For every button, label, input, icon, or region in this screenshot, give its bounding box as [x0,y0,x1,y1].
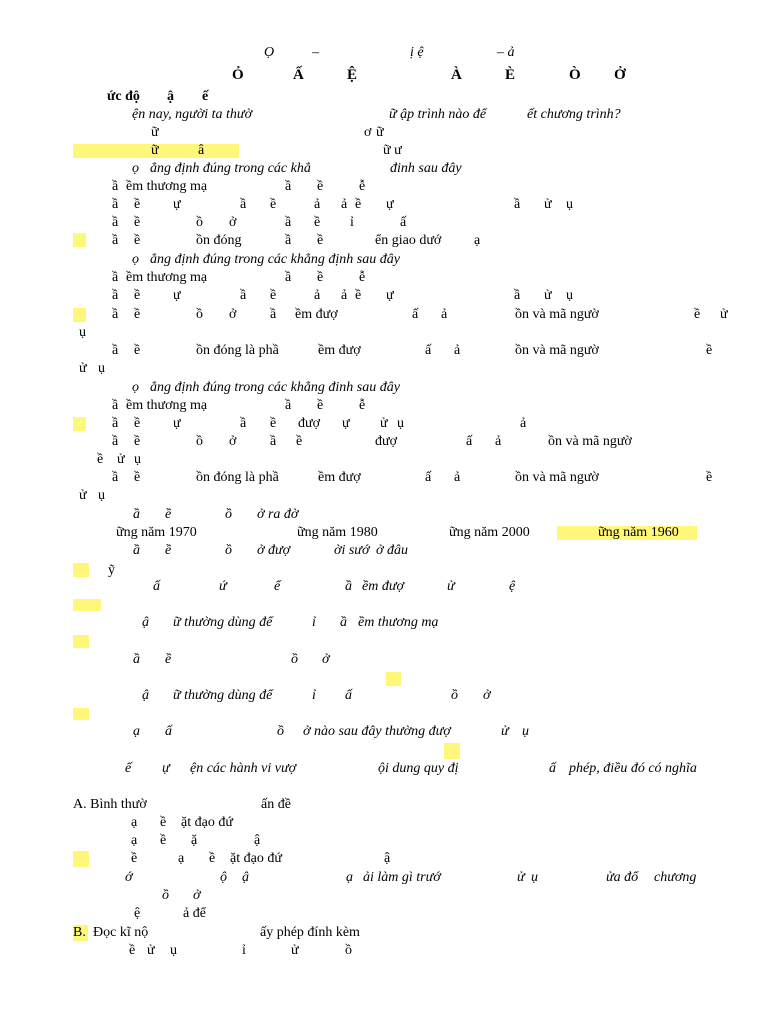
option-fragment: ữ ư [383,143,402,158]
option-fragment: đượ [298,416,320,431]
option-fragment: ả [441,307,448,322]
question-stem: ấ [153,579,160,594]
option-fragment: ầ [270,307,277,322]
heading-fragment: ế [202,89,209,104]
option-fragment: ỹ [108,563,115,578]
question-stem: ở đượ [257,543,291,558]
option-fragment: ầ [285,270,292,285]
option-fragment: ầ [112,470,119,485]
question-stem: ấ [165,724,172,739]
header-fragment: – [312,45,319,60]
option-fragment: ụ [134,452,141,467]
question-stem: ử [517,870,525,885]
option-fragment: ầ [285,233,292,248]
option-fragment: ầ [112,233,119,248]
option-fragment: ềm thương mạ [126,179,208,194]
question-stem: ở [483,688,491,703]
option-fragment: ồn và mã ngườ [515,343,599,358]
question-stem: ải làm gì trướ [363,870,441,885]
header-fragment: Ò [569,67,581,83]
question-stem: ồ [225,507,232,522]
option-fragment: ụ [566,288,573,303]
option-fragment: ơ [364,125,372,140]
header-fragment: È [505,67,516,83]
option-fragment: ả [341,197,348,212]
question-stem: ạ [346,870,353,885]
question-stem: ầ [133,507,140,522]
option-fragment: ự [386,197,394,212]
question-stem: ẳng định đúng trong các khẳng đinh sau đây [150,380,400,395]
question-stem: ộ [220,870,227,885]
highlight-q2-answer [73,233,86,247]
option-fragment: ề [134,307,141,322]
question-stem: ết chương trình? [527,107,621,122]
question-stem: ầ [345,579,352,594]
option-fragment: ề [355,197,362,212]
question-stem: ầ [133,543,140,558]
question-stem: ện các hành vi vượ [190,761,297,776]
highlight-q12-answer [73,851,89,867]
option-fragment: ở [229,215,237,230]
option-fragment: ầ [112,398,119,413]
highlight-q7-answer [73,599,101,611]
question-stem: ầ [340,615,347,630]
option-fragment: ấ [412,307,419,322]
option-fragment: ặt đạo đứ [181,815,233,830]
question-stem: ồ [291,652,298,667]
question-stem: ỉ [312,688,316,703]
question-stem: ạ [133,724,140,739]
option-fragment: ở [229,434,237,449]
option-fragment: ả [314,197,321,212]
question-stem: ụ [531,870,538,885]
option-fragment: ềm đượ [318,470,361,485]
question-stem: ề [165,652,172,667]
option-fragment: ề [314,215,321,230]
question-stem: ứ [219,579,227,594]
option-fragment: ễ [359,398,366,413]
option-fragment: ử [147,943,155,958]
option-fragment: ự [173,197,181,212]
question-stem: ữ thường dùng để [173,615,273,630]
option-fragment: ầ [112,343,119,358]
option-fragment: ề [160,833,167,848]
option-fragment: ầ [240,416,247,431]
question-stem: ậ [142,615,149,630]
option-fragment: ấ [425,343,432,358]
option-fragment: ự [173,416,181,431]
option-fragment: ậ [254,833,261,848]
option-fragment: ềm thương mạ [126,398,208,413]
option-fragment: ầ [112,416,119,431]
question-stem: ụ [522,724,529,739]
option-a: A. Bình thườ [73,797,147,812]
question-stem: phép, điều đó có nghĩa [569,761,697,776]
option-fragment: ầ [514,288,521,303]
option-fragment: ề [97,452,104,467]
question-stem: ở [322,652,330,667]
option-fragment: ầ [285,179,292,194]
question-stem: ậ [242,870,249,885]
option-a: ững năm 1970 [116,525,197,540]
option-fragment: ầ [270,434,277,449]
option-fragment: ề [131,851,138,866]
option-fragment: ồn đóng [196,233,242,248]
option-fragment: ệ [134,906,141,921]
option-fragment: ầ [285,398,292,413]
option-fragment: ử [380,416,388,431]
question-stem: ọ [132,380,139,395]
question-stem: ệ [509,579,516,594]
option-fragment: ạ [131,815,138,830]
option-fragment: ồ [196,307,203,322]
highlight-q3-answer [73,308,86,322]
header-fragment: Ệ [347,67,358,83]
option-b: Đọc kĩ nộ [93,925,149,940]
option-fragment: ề [706,470,713,485]
highlight-q8-answer [73,635,89,648]
option-fragment: ồ [196,434,203,449]
option-fragment: ả [520,416,527,431]
option-fragment: ầ [240,288,247,303]
option-fragment: ề [317,179,324,194]
highlight-q11-answer [444,743,460,759]
question-stem: ử [501,724,509,739]
option-fragment: ả [495,434,502,449]
option-fragment: ầ [112,215,119,230]
question-stem: ẳng định đúng trong các khẳng định sau đây [150,252,400,267]
option-fragment: ử [544,288,552,303]
option-fragment: ồn đóng là phầ [196,343,279,358]
option-fragment: ề [317,398,324,413]
option-fragment: ề [270,197,277,212]
option-b-label: B. [73,925,86,940]
question-stem: ửa đổ [606,870,639,885]
question-stem: ỉ [312,615,316,630]
question-stem: ở ra đờ [257,507,299,522]
option-fragment: ầ [240,197,247,212]
option-fragment: ự [342,416,350,431]
question-stem: ự [162,761,170,776]
question-stem: ời sướ [334,543,370,558]
option-fragment: ề [134,233,141,248]
option-fragment: ềm đượ [295,307,338,322]
question-stem: ở [193,888,201,903]
option-fragment: ở [229,307,237,322]
option-b: ững năm 1980 [297,525,378,540]
header-fragment: ị ệ [410,45,424,60]
question-stem: ế [125,761,132,776]
option-fragment: ụ [566,197,573,212]
highlight-q9-answer [386,672,401,686]
option-fragment: ự [173,288,181,303]
question-stem: ềm thương mạ [358,615,439,630]
option-d: ững năm 1960 [598,525,679,540]
option-fragment: ề [134,197,141,212]
option-fragment: ầ [285,215,292,230]
option-fragment: ề [134,343,141,358]
option-fragment: ề [694,307,701,322]
highlight-q4-answer [73,417,86,431]
option-fragment: ụ [98,361,105,376]
option-fragment: ềm thương mạ [126,270,208,285]
option-fragment: ử [79,361,87,376]
option-fragment: ạ [474,233,481,248]
option-fragment: â [198,143,205,158]
option-a: ấn đề [261,797,291,812]
option-fragment: ụ [397,416,404,431]
question-stem: ọ [132,161,139,176]
option-fragment: ạ [178,851,185,866]
question-stem: ở nào sau đây thường đượ [303,724,451,739]
option-fragment: ấ [400,215,407,230]
question-stem: ớ [125,870,133,885]
option-fragment: ữ [151,125,159,140]
option-fragment: ầ [112,434,119,449]
option-fragment: ạ [131,833,138,848]
option-fragment: ềm đượ [318,343,361,358]
option-fragment: ỉ [350,215,354,230]
option-fragment: ề [706,343,713,358]
option-fragment: ả để [183,906,206,921]
question-stem: ồ [225,543,232,558]
question-stem: ềm đượ [362,579,404,594]
question-stem: ấ [345,688,352,703]
question-stem: ữ ập trình nào để [389,107,487,122]
option-fragment: ỉ [242,943,246,958]
header-fragment: Ỏ [232,67,244,83]
question-stem: ầ [133,652,140,667]
option-fragment: ầ [112,288,119,303]
question-stem: ồ [451,688,458,703]
option-fragment: ề [270,288,277,303]
option-fragment: ầ [112,179,119,194]
option-fragment: ử [79,488,87,503]
header-fragment: Ấ [293,67,304,83]
question-stem: ồ [162,888,169,903]
header-fragment: Ở [614,67,626,83]
question-stem: ử [447,579,455,594]
option-fragment: ầ [112,197,119,212]
question-stem: chương [654,870,697,885]
option-b: ấy phép đính kèm [260,925,360,940]
heading-fragment: ức độ [107,89,140,104]
option-fragment: ồn và mã ngườ [515,307,599,322]
question-stem: ọ [132,252,139,267]
option-fragment: ễ [359,179,366,194]
option-fragment: ặt đạo đứ [230,851,282,866]
header-fragment: – ả [497,45,515,60]
option-fragment: ự [386,288,394,303]
option-fragment: ề [129,943,136,958]
option-fragment: ử [117,452,125,467]
question-stem: ội dung quy đị [378,761,459,776]
option-fragment: ề [134,215,141,230]
option-fragment: ễ [359,270,366,285]
option-fragment: ả [454,470,461,485]
question-stem: ề [165,507,172,522]
option-fragment: ồ [196,215,203,230]
option-fragment: ử [544,197,552,212]
option-fragment: ả [454,343,461,358]
question-stem: ẳng định đúng trong các khẳ [150,161,311,176]
option-fragment: ầ [112,270,119,285]
option-fragment: ề [134,288,141,303]
highlight-q10-answer [73,708,89,720]
option-fragment: ồn đóng là phầ [196,470,279,485]
option-fragment: ậ [384,851,391,866]
option-fragment: ụ [98,488,105,503]
option-fragment: ử [720,307,728,322]
question-stem: ấ [549,761,556,776]
option-c: ững năm 2000 [449,525,530,540]
option-fragment: ữ [376,125,384,140]
option-fragment: ấ [425,470,432,485]
option-fragment: ụ [79,325,86,340]
question-stem: ậ [142,688,149,703]
question-stem: ể [274,579,281,594]
option-fragment: ề [296,434,303,449]
question-stem: ề [165,543,172,558]
option-fragment: ề [270,416,277,431]
option-fragment: đượ [375,434,397,449]
option-fragment: ề [209,851,216,866]
option-fragment: ấ [466,434,473,449]
option-fragment: ặ [191,833,198,848]
question-stem: ữ thường dùng để [173,688,273,703]
option-fragment: ề [160,815,167,830]
question-stem: đinh sau đây [390,161,462,176]
option-fragment: ề [317,270,324,285]
option-fragment: ề [134,470,141,485]
header-fragment: Ọ [264,45,275,60]
heading-fragment: ậ [167,89,174,104]
option-fragment: ầ [514,197,521,212]
header-fragment: À [451,67,462,83]
option-fragment: ụ [170,943,177,958]
option-fragment: ề [355,288,362,303]
question-stem: ồ [277,724,284,739]
option-fragment: ử [291,943,299,958]
option-fragment: ả [314,288,321,303]
option-fragment: ề [317,233,324,248]
option-fragment: ồ [345,943,352,958]
highlight-q6-answer [73,563,89,577]
option-fragment: ầ [112,307,119,322]
option-fragment: ề [134,434,141,449]
question-stem: ện nay, người ta thườ [132,107,253,122]
option-fragment: ữ [151,143,159,158]
question-stem: ở đâu [376,543,408,558]
option-fragment: ồn và mã ngườ [515,470,599,485]
option-fragment: ả [341,288,348,303]
option-fragment: ồn và mã ngườ [548,434,632,449]
option-fragment: ề [134,416,141,431]
option-fragment: ển giao dướ [375,233,442,248]
